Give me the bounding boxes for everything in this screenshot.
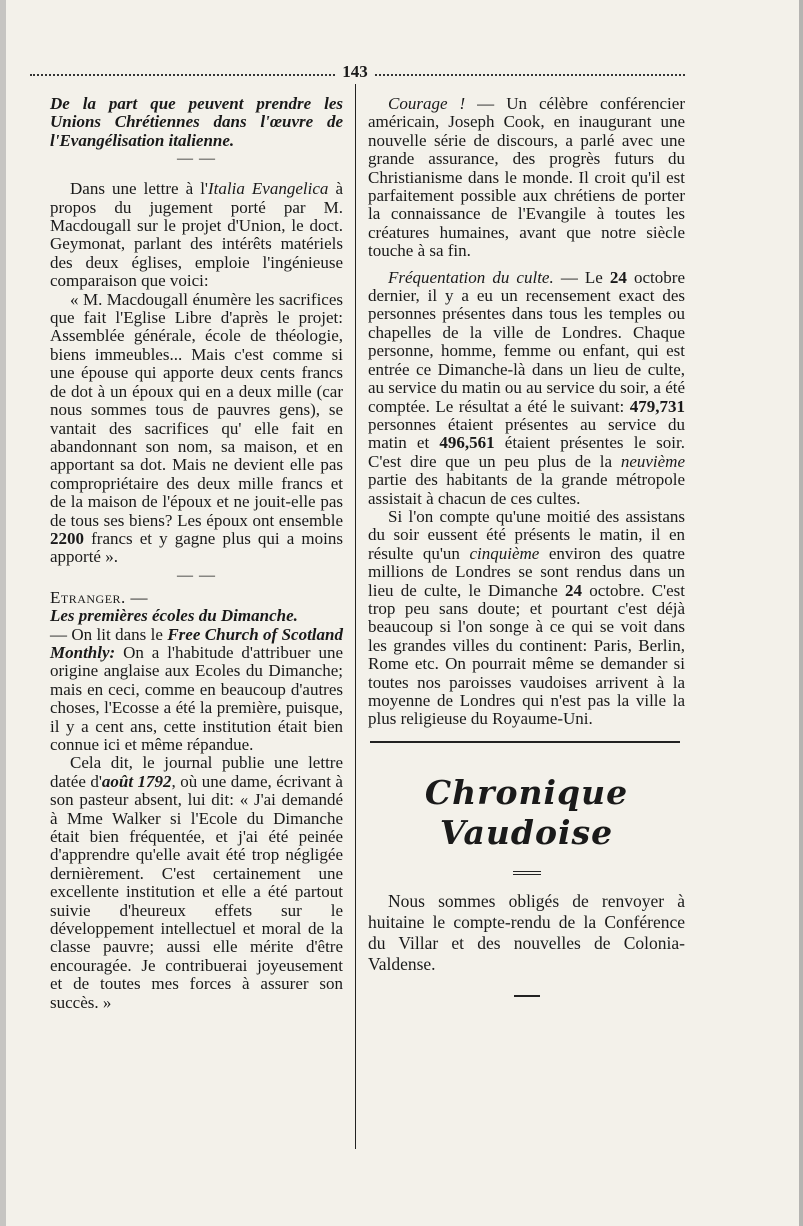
text: « M. Macdougall énumère les sacrifices que fait l'Eglise Libre d'après le projet: Assemblée générale, école de théologie, biens immeubles... Mais c'est comme si une épouse qui apporte deux cents francs de dot à un époux qui en a deux mille (car nous sommes tous de pauvres gens), se vantait des sacrifices qu' elle fait en abandonnant son nom, sa maison, et en apportant sa dot. Mais ne devient elle pas compropriétaire des deux mille francs et de la maison de l'époux et ne jouit-elle pas de tous ses biens? Les époux ont ensemble [50, 289, 343, 530]
italia-evangelica: Italia Evangelica [208, 179, 329, 199]
text: à propos du jugement porté par M. Macdougall sur le projet d'Union, le doct. Geymonat, parlant des intérêts matériels des deux églises, emploie l'ingénieuse comparaison que voici: [50, 179, 343, 291]
page-edge-left [0, 0, 6, 1226]
emphasis: cinquième [469, 543, 540, 563]
article-title-unions: De la part que peuvent prendre les Unions Chrétiennes dans l'œuvre de l'Evangélisation italienne. [50, 94, 343, 150]
chronique-body [368, 891, 685, 975]
text: Dans une lettre à l' [70, 179, 208, 199]
text: — Un célèbre conférencier américain, Joseph Cook, en inaugurant une nouvelle série de discours, a parlé avec une grande assurance, des progrès futurs du Christianisme dans le monde. Il croit qu'il est parfaitement possible aux chrétiens de porter la connaissance de l'Evangile à toutes les créatures humaines, avant que notre siècle touche à sa fin. [368, 94, 685, 261]
paragraph [50, 626, 343, 755]
paragraph: Nous sommes obligés de renvoyer à huitaine le compte-rendu de la Conférence du Villar et des nouvelles de Colonia-Valdense. [368, 891, 685, 975]
amount: 2200 [50, 528, 84, 548]
text: octobre dernier, il y a eu un recensement exact des personnes présentes dans tous les temples ou chapelles de la ville de Londres. Chaque personne, homme, femme ou enfant, qui est entrée ce Dimanche-là dans un lieu de culte, au service du matin ou au service du soir, a été comptée. Le résultat a été le suivant: [368, 267, 686, 416]
frequentation-title: Fréquentation du culte. [388, 267, 554, 287]
page-edge-right [799, 0, 803, 1226]
emphasis: neuvième [620, 451, 685, 471]
number: 496,561 [439, 433, 495, 453]
courage-title: Courage ! [388, 94, 466, 113]
page-number: 143 [342, 62, 368, 81]
right-column [368, 95, 685, 1002]
text: francs et y gagne plus qui a moins apporté ». [50, 528, 343, 567]
header-rule-right [375, 74, 685, 76]
text: étaient présentes le soir. C'est dire que un peu plus de la [368, 433, 685, 471]
text: octobre. C'est trop peu sans doute; et pourtant c'est déjà beaucoup si l'on songe à ce qui se voit dans les grandes villes du continent: Paris, Berlin, Rome etc. On pourrait même se demander si toutes nos paroisses vaudoises arrivent à la moyenne de Londres qui n'est pas la ville la plus religieuse du Royaume-Uni. [368, 580, 685, 729]
header-rule-left [30, 74, 335, 76]
number: 24 [609, 267, 627, 287]
column-divider [355, 84, 356, 1149]
text: — On lit dans le [50, 624, 168, 644]
text: , où une dame, écrivant à son pasteur absent, lui dit: « J'ai demandé à Mme Walker si l'Ecole du Dimanche était bien fréquentée, et j'ai été peinée d'apprendre qu'elle avait été trop négligée dernièrement. C'est certainement une excellente institution et elle a été partout suivie d'heureux effets sur le développement intellectuel et moral de la classe pauvre; aussi elle mérite d'être encouragée. Je contribuerai joyeusement et de toutes mes forces à assurer son succès. » [50, 771, 343, 1012]
number: 24 [565, 580, 583, 600]
letter-date: août 1792 [101, 771, 172, 791]
text: On a l'habitude d'attribuer une origine anglaise aux Ecoles du Dimanche; mais en ceci, comme en beaucoup d'autres choses, l'Ecosse a été la première, puisque, il y a cent ans, cette institution était bien connue ici et même répandue. [50, 642, 343, 754]
double-separator [368, 861, 685, 879]
text: — Le [553, 267, 610, 287]
text: personnes étaient présentes au service du matin et [368, 414, 685, 453]
free-church-title: Free Church of Scotland Monthly: [50, 624, 343, 662]
article-title-ecoles: Les premières écoles du Dimanche. [50, 606, 298, 626]
paragraph [50, 180, 343, 290]
separator: — — [177, 150, 216, 168]
paragraph [50, 291, 343, 567]
section-heading-etranger: Etranger. — [50, 587, 149, 607]
paragraph [368, 95, 685, 261]
left-column [50, 95, 343, 1012]
text: environ des quatre millions de Londres se sont rendus dans un lieu de culte, le Dimanche [368, 543, 685, 600]
text: partie des habitants de la grande métropole assistait à chacun de ces cultes. [368, 470, 685, 508]
chronique-vaudoise-heading: Chronique Vaudoise [424, 772, 629, 852]
number: 479,731 [629, 396, 685, 416]
paragraph [368, 269, 685, 508]
text: Cela dit, le journal publie une lettre datée d' [50, 753, 343, 791]
text: Si l'on compte qu'une moitié des assistans du soir eussent été présents le matin, il en résulte qu'un [368, 506, 685, 563]
paragraph [50, 754, 343, 1012]
section-rule [370, 741, 680, 743]
separator: — — [177, 566, 216, 584]
paragraph [368, 508, 685, 729]
end-separator [368, 983, 685, 1001]
